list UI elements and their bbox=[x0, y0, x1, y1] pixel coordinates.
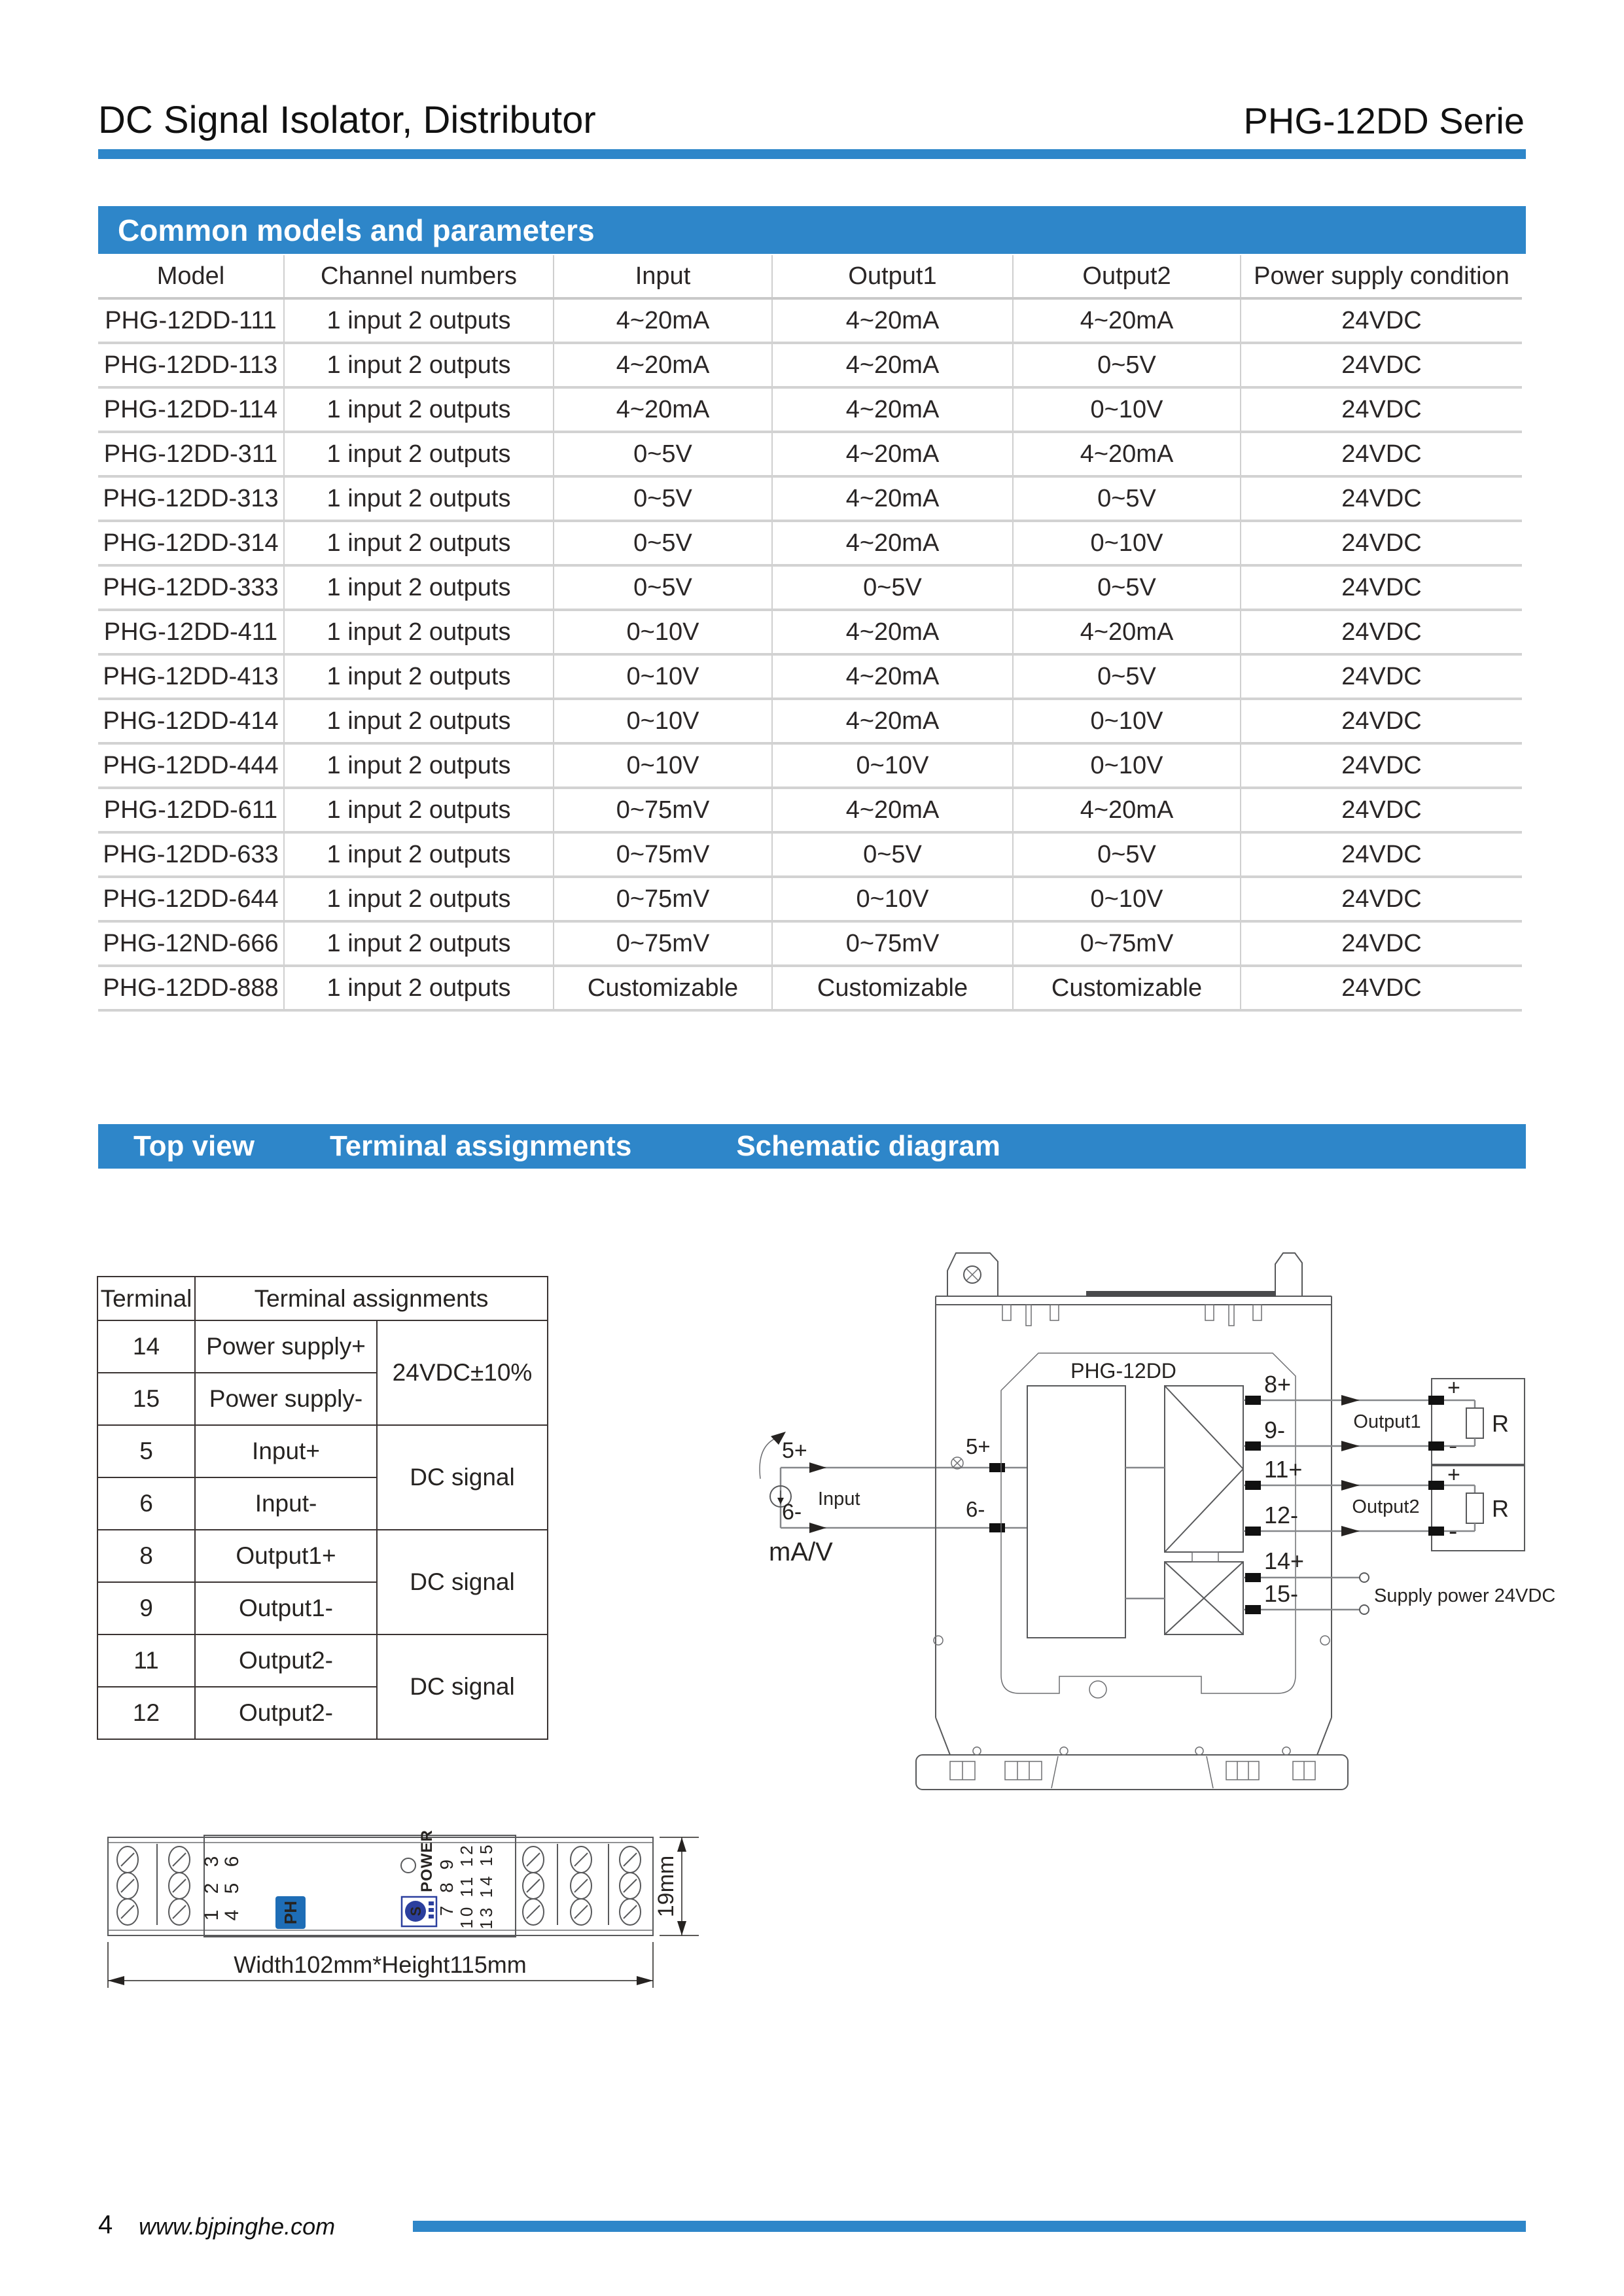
terminal-number: 12 bbox=[97, 1687, 195, 1739]
terminal-pad bbox=[1428, 1396, 1444, 1405]
terminal-assignment: Input+ bbox=[195, 1425, 377, 1477]
model-cell: 24VDC bbox=[1241, 476, 1522, 521]
terminal-label-5plus: 5+ bbox=[782, 1438, 807, 1463]
model-cell: 24VDC bbox=[1241, 432, 1522, 476]
model-cell: 24VDC bbox=[1241, 788, 1522, 832]
output2-load-box bbox=[1432, 1466, 1525, 1551]
polarity-minus: - bbox=[1449, 1431, 1458, 1460]
screw-terminals bbox=[117, 1846, 641, 1925]
ph-logo-text: PH bbox=[281, 1900, 300, 1925]
foot-bump bbox=[973, 1747, 981, 1755]
model-cell: PHG-12DD-413 bbox=[98, 654, 284, 699]
models-table bbox=[98, 255, 1522, 1012]
model-cell: 4~20mA bbox=[772, 387, 1013, 432]
terminal-number: 11 bbox=[97, 1634, 195, 1687]
terminal-numbers-456: 4 5 6 bbox=[221, 1850, 243, 1921]
schematic-diagram bbox=[720, 1224, 1570, 1806]
model-cell: 0~10V bbox=[772, 877, 1013, 921]
model-cell: 0~10V bbox=[554, 610, 772, 654]
case-clip bbox=[1050, 1305, 1059, 1320]
model-cell: 0~5V bbox=[554, 521, 772, 565]
resistor-label: R bbox=[1492, 1495, 1509, 1522]
terminal-pad bbox=[1428, 1441, 1444, 1451]
series-label: PHG-12DD Serie bbox=[1243, 100, 1525, 141]
model-row bbox=[98, 788, 1522, 832]
terminal-pad bbox=[989, 1523, 1005, 1532]
terminal-number: 8 bbox=[97, 1530, 195, 1582]
model-row bbox=[98, 476, 1522, 521]
model-cell: 1 input 2 outputs bbox=[284, 743, 554, 788]
model-row bbox=[98, 699, 1522, 743]
wire-arrowhead bbox=[809, 1462, 826, 1473]
polarity-plus: + bbox=[1447, 1462, 1460, 1487]
model-cell: 0~5V bbox=[1013, 565, 1241, 610]
model-cell: 4~20mA bbox=[772, 343, 1013, 387]
input-label: Input bbox=[818, 1489, 860, 1510]
model-cell: 4~20mA bbox=[1013, 788, 1241, 832]
terminal-pad bbox=[1245, 1605, 1261, 1614]
model-cell: Customizable bbox=[554, 966, 772, 1010]
model-cell: 4~20mA bbox=[772, 699, 1013, 743]
model-cell: 0~5V bbox=[1013, 476, 1241, 521]
model-cell: 4~20mA bbox=[554, 387, 772, 432]
terminal-row bbox=[97, 1634, 548, 1687]
output2-label: Output2 bbox=[1352, 1496, 1420, 1517]
terminal-label-6minus: 6- bbox=[782, 1500, 802, 1525]
wire-arrowhead bbox=[1341, 1395, 1360, 1405]
terminal-pad bbox=[1428, 1481, 1444, 1490]
foot-terminal bbox=[1005, 1761, 1042, 1780]
terminal-label-14plus: 14+ bbox=[1264, 1547, 1305, 1574]
case-clip bbox=[1002, 1305, 1011, 1320]
model-row bbox=[98, 432, 1522, 476]
model-row bbox=[98, 877, 1522, 921]
model-cell: 24VDC bbox=[1241, 343, 1522, 387]
model-cell: 24VDC bbox=[1241, 298, 1522, 343]
banner-item-top-view: Top view bbox=[133, 1130, 255, 1162]
rotation-arrow bbox=[760, 1438, 777, 1479]
model-cell: 24VDC bbox=[1241, 832, 1522, 877]
resistor-label: R bbox=[1492, 1410, 1509, 1437]
model-cell: Customizable bbox=[1013, 966, 1241, 1010]
resistor-symbol bbox=[1466, 1493, 1483, 1523]
wire-arrowhead bbox=[1341, 1526, 1360, 1536]
model-cell: 0~10V bbox=[772, 743, 1013, 788]
model-cell: 4~20mA bbox=[554, 343, 772, 387]
model-cell: 1 input 2 outputs bbox=[284, 921, 554, 966]
model-cell: 0~10V bbox=[1013, 387, 1241, 432]
column-header: Channel numbers bbox=[284, 255, 554, 298]
model-cell: 1 input 2 outputs bbox=[284, 298, 554, 343]
model-cell: 1 input 2 outputs bbox=[284, 788, 554, 832]
model-cell: 1 input 2 outputs bbox=[284, 343, 554, 387]
terminal-col-header: Terminal bbox=[97, 1277, 195, 1320]
case-clip bbox=[1205, 1305, 1214, 1320]
model-cell: 0~75mV bbox=[554, 921, 772, 966]
terminal-label-5plus-inner: 5+ bbox=[966, 1434, 991, 1458]
model-cell: PHG-12DD-414 bbox=[98, 699, 284, 743]
power-led-icon bbox=[401, 1858, 415, 1873]
model-row bbox=[98, 387, 1522, 432]
model-cell: 4~20mA bbox=[1013, 432, 1241, 476]
model-cell: 0~75mV bbox=[554, 877, 772, 921]
terminal-pad bbox=[1428, 1527, 1444, 1536]
case-foot-band bbox=[916, 1755, 1348, 1790]
column-header: Output2 bbox=[1013, 255, 1241, 298]
foot-notch bbox=[1051, 1756, 1058, 1788]
model-cell: 0~10V bbox=[554, 654, 772, 699]
right-mount-ear bbox=[1275, 1253, 1302, 1296]
s-logo-text: S bbox=[408, 1906, 424, 1916]
model-row bbox=[98, 966, 1522, 1010]
top-view-drawing bbox=[92, 1819, 733, 2015]
model-cell: 1 input 2 outputs bbox=[284, 832, 554, 877]
terminal-row bbox=[97, 1530, 548, 1582]
model-cell: PHG-12DD-611 bbox=[98, 788, 284, 832]
dim-arrowhead bbox=[677, 1921, 686, 1935]
terminal-group-value: DC signal bbox=[377, 1530, 548, 1634]
terminal-group-value: 24VDC±10% bbox=[377, 1320, 548, 1425]
model-cell: 4~20mA bbox=[772, 654, 1013, 699]
detail-section-banner bbox=[98, 1124, 1526, 1169]
model-cell: 0~5V bbox=[554, 432, 772, 476]
terminal-label-6minus-inner: 6- bbox=[966, 1497, 985, 1521]
model-cell: PHG-12ND-666 bbox=[98, 921, 284, 966]
terminal-pad bbox=[989, 1463, 1005, 1472]
case-clip bbox=[1026, 1305, 1031, 1326]
model-cell: PHG-12DD-311 bbox=[98, 432, 284, 476]
header-rule bbox=[98, 149, 1526, 159]
model-cell: 4~20mA bbox=[772, 298, 1013, 343]
model-cell: 0~5V bbox=[554, 565, 772, 610]
banner-item-terminal-assignments: Terminal assignments bbox=[329, 1130, 632, 1162]
model-cell: 4~20mA bbox=[772, 788, 1013, 832]
model-row bbox=[98, 654, 1522, 699]
terminal-pad bbox=[1245, 1481, 1261, 1490]
terminal-numbers-123: 1 2 3 bbox=[201, 1850, 222, 1921]
model-cell: 0~5V bbox=[772, 832, 1013, 877]
terminal-label-15minus: 15- bbox=[1264, 1580, 1299, 1607]
models-section-banner bbox=[98, 206, 1526, 254]
terminal-assignment: Power supply- bbox=[195, 1373, 377, 1425]
isolation-amp-triangle bbox=[1165, 1386, 1243, 1469]
model-row bbox=[98, 298, 1522, 343]
terminal-label-9minus: 9- bbox=[1264, 1417, 1286, 1443]
s-logo-mark bbox=[429, 1901, 434, 1905]
foot-notch bbox=[1207, 1756, 1213, 1788]
model-row bbox=[98, 832, 1522, 877]
model-cell: 0~10V bbox=[1013, 743, 1241, 788]
model-cell: PHG-12DD-314 bbox=[98, 521, 284, 565]
output1-load-box bbox=[1432, 1379, 1525, 1464]
model-cell: 1 input 2 outputs bbox=[284, 654, 554, 699]
terminal-label-12minus: 12- bbox=[1264, 1502, 1299, 1528]
dim-arrowhead bbox=[637, 1976, 653, 1985]
column-header: Model bbox=[98, 255, 284, 298]
foot-bump bbox=[1282, 1747, 1290, 1755]
model-cell: 0~5V bbox=[1013, 343, 1241, 387]
terminal-numbers-131415: 13 14 15 bbox=[476, 1842, 496, 1930]
model-cell: 4~20mA bbox=[772, 476, 1013, 521]
supply-terminal-circle bbox=[1360, 1573, 1369, 1582]
page-title: DC Signal Isolator, Distributor bbox=[98, 99, 596, 141]
terminal-assignment: Output2- bbox=[195, 1634, 377, 1687]
terminal-number: 15 bbox=[97, 1373, 195, 1425]
isolation-amp-triangle bbox=[1165, 1469, 1243, 1552]
model-row bbox=[98, 343, 1522, 387]
models-table-header-row bbox=[98, 255, 1522, 298]
terminal-assignment: Power supply+ bbox=[195, 1320, 377, 1373]
model-cell: 24VDC bbox=[1241, 610, 1522, 654]
model-cell: 1 input 2 outputs bbox=[284, 387, 554, 432]
model-cell: 1 input 2 outputs bbox=[284, 432, 554, 476]
model-cell: PHG-12DD-888 bbox=[98, 966, 284, 1010]
terminal-number: 6 bbox=[97, 1477, 195, 1530]
input-block bbox=[1027, 1386, 1125, 1638]
model-cell: 0~75mV bbox=[554, 832, 772, 877]
model-cell: 24VDC bbox=[1241, 521, 1522, 565]
model-cell: 1 input 2 outputs bbox=[284, 476, 554, 521]
dim-arrowhead bbox=[677, 1837, 686, 1852]
model-cell: PHG-12DD-411 bbox=[98, 610, 284, 654]
footer-rule bbox=[413, 2221, 1526, 2232]
case-foot-slant bbox=[936, 1718, 950, 1755]
model-cell: PHG-12DD-111 bbox=[98, 298, 284, 343]
model-cell: 0~5V bbox=[772, 565, 1013, 610]
model-cell: 4~20mA bbox=[554, 298, 772, 343]
model-cell: 0~10V bbox=[554, 743, 772, 788]
terminal-pad bbox=[1245, 1441, 1261, 1451]
case-bump bbox=[1320, 1636, 1330, 1645]
foot-bump bbox=[1060, 1747, 1068, 1755]
model-cell: PHG-12DD-633 bbox=[98, 832, 284, 877]
model-cell: 0~5V bbox=[1013, 654, 1241, 699]
isolation-amp-block bbox=[1165, 1386, 1243, 1552]
model-cell: 1 input 2 outputs bbox=[284, 966, 554, 1010]
terminal-number: 9 bbox=[97, 1582, 195, 1634]
resistor-symbol bbox=[1466, 1408, 1483, 1438]
terminal-assignment: Input- bbox=[195, 1477, 377, 1530]
output1-label: Output1 bbox=[1353, 1411, 1421, 1432]
supply-label: Supply power 24VDC bbox=[1374, 1585, 1556, 1606]
model-cell: 1 input 2 outputs bbox=[284, 521, 554, 565]
model-cell: 0~10V bbox=[1013, 699, 1241, 743]
model-cell: 24VDC bbox=[1241, 699, 1522, 743]
model-cell: 0~75mV bbox=[554, 788, 772, 832]
model-cell: 1 input 2 outputs bbox=[284, 565, 554, 610]
model-cell: PHG-12DD-444 bbox=[98, 743, 284, 788]
model-row bbox=[98, 521, 1522, 565]
inner-hole bbox=[1089, 1681, 1106, 1698]
case-clip bbox=[1253, 1305, 1262, 1320]
case-foot-slant bbox=[1317, 1718, 1332, 1755]
terminal-row bbox=[97, 1425, 548, 1477]
model-cell: Customizable bbox=[772, 966, 1013, 1010]
model-cell: 4~20mA bbox=[772, 521, 1013, 565]
terminal-row bbox=[97, 1320, 548, 1373]
supply-terminal-circle bbox=[1360, 1605, 1369, 1614]
model-cell: 4~20mA bbox=[1013, 298, 1241, 343]
terminal-group-value: DC signal bbox=[377, 1634, 548, 1739]
column-header: Power supply condition bbox=[1241, 255, 1522, 298]
model-row bbox=[98, 743, 1522, 788]
terminal-group-value: DC signal bbox=[377, 1425, 548, 1530]
terminal-label-8plus: 8+ bbox=[1264, 1371, 1292, 1398]
model-cell: PHG-12DD-114 bbox=[98, 387, 284, 432]
model-cell: 0~10V bbox=[554, 699, 772, 743]
model-cell: 24VDC bbox=[1241, 966, 1522, 1010]
terminal-table-header-row bbox=[97, 1277, 548, 1320]
foot-terminal bbox=[1226, 1761, 1259, 1780]
model-cell: 0~10V bbox=[1013, 877, 1241, 921]
terminal-numbers-101112: 10 11 12 bbox=[457, 1843, 476, 1929]
foot-bump bbox=[1195, 1747, 1203, 1755]
terminal-number: 14 bbox=[97, 1320, 195, 1373]
terminal-pad bbox=[1245, 1527, 1261, 1536]
power-label: POWER bbox=[418, 1829, 436, 1892]
terminal-assignment: Output1+ bbox=[195, 1530, 377, 1582]
model-cell: 0~10V bbox=[1013, 521, 1241, 565]
column-header: Input bbox=[554, 255, 772, 298]
terminal-assignment: Output1- bbox=[195, 1582, 377, 1634]
model-cell: PHG-12DD-333 bbox=[98, 565, 284, 610]
model-cell: 0~5V bbox=[554, 476, 772, 521]
wire-arrowhead bbox=[1341, 1480, 1360, 1491]
model-cell: 24VDC bbox=[1241, 387, 1522, 432]
model-cell: 4~20mA bbox=[1013, 610, 1241, 654]
model-cell: 1 input 2 outputs bbox=[284, 610, 554, 654]
column-header: Output1 bbox=[772, 255, 1013, 298]
model-cell: 24VDC bbox=[1241, 877, 1522, 921]
model-cell: 0~5V bbox=[1013, 832, 1241, 877]
model-row bbox=[98, 610, 1522, 654]
terminal-pad bbox=[1245, 1396, 1261, 1405]
terminal-pad bbox=[1245, 1573, 1261, 1582]
height-dim-label: 19mm bbox=[654, 1855, 679, 1918]
polarity-plus: + bbox=[1447, 1375, 1460, 1400]
model-cell: 24VDC bbox=[1241, 921, 1522, 966]
model-cell: 0~75mV bbox=[772, 921, 1013, 966]
dim-arrowhead bbox=[108, 1976, 124, 1985]
website-url: www.bjpinghe.com bbox=[139, 2213, 336, 2240]
din-rail-bar bbox=[1086, 1291, 1276, 1297]
model-row bbox=[98, 921, 1522, 966]
terminal-number: 5 bbox=[97, 1425, 195, 1477]
assignments-col-header: Terminal assignments bbox=[195, 1277, 548, 1320]
model-cell: 4~20mA bbox=[772, 432, 1013, 476]
terminal-numbers-789: 7 8 9 bbox=[436, 1855, 457, 1916]
device-label: PHG-12DD bbox=[1070, 1359, 1176, 1383]
model-cell: 1 input 2 outputs bbox=[284, 699, 554, 743]
model-row bbox=[98, 565, 1522, 610]
model-cell: 1 input 2 outputs bbox=[284, 877, 554, 921]
model-cell: PHG-12DD-313 bbox=[98, 476, 284, 521]
terminal-assignments-table bbox=[97, 1276, 548, 1740]
banner-item-schematic-diagram: Schematic diagram bbox=[736, 1130, 1000, 1162]
model-cell: PHG-12DD-113 bbox=[98, 343, 284, 387]
block-connector bbox=[1192, 1552, 1218, 1562]
model-cell: PHG-12DD-644 bbox=[98, 877, 284, 921]
model-cell: 24VDC bbox=[1241, 654, 1522, 699]
case-clip bbox=[1229, 1305, 1234, 1326]
width-dim-label: Width102mm*Height115mm bbox=[234, 1951, 527, 1978]
models-banner-label: Common models and parameters bbox=[118, 213, 595, 247]
terminal-label-11plus: 11+ bbox=[1264, 1456, 1303, 1483]
input-signal-label: mA/V bbox=[769, 1538, 833, 1566]
model-cell: 4~20mA bbox=[772, 610, 1013, 654]
wire-arrowhead bbox=[809, 1523, 826, 1533]
model-cell: 0~75mV bbox=[1013, 921, 1241, 966]
page-number: 4 bbox=[98, 2210, 113, 2239]
s-logo-mark bbox=[429, 1915, 434, 1918]
terminal-assignment: Output2- bbox=[195, 1687, 377, 1739]
s-logo-mark bbox=[429, 1908, 434, 1912]
polarity-minus: - bbox=[1449, 1517, 1458, 1545]
model-cell: 24VDC bbox=[1241, 743, 1522, 788]
wire-arrowhead bbox=[1341, 1441, 1360, 1451]
model-cell: 24VDC bbox=[1241, 565, 1522, 610]
